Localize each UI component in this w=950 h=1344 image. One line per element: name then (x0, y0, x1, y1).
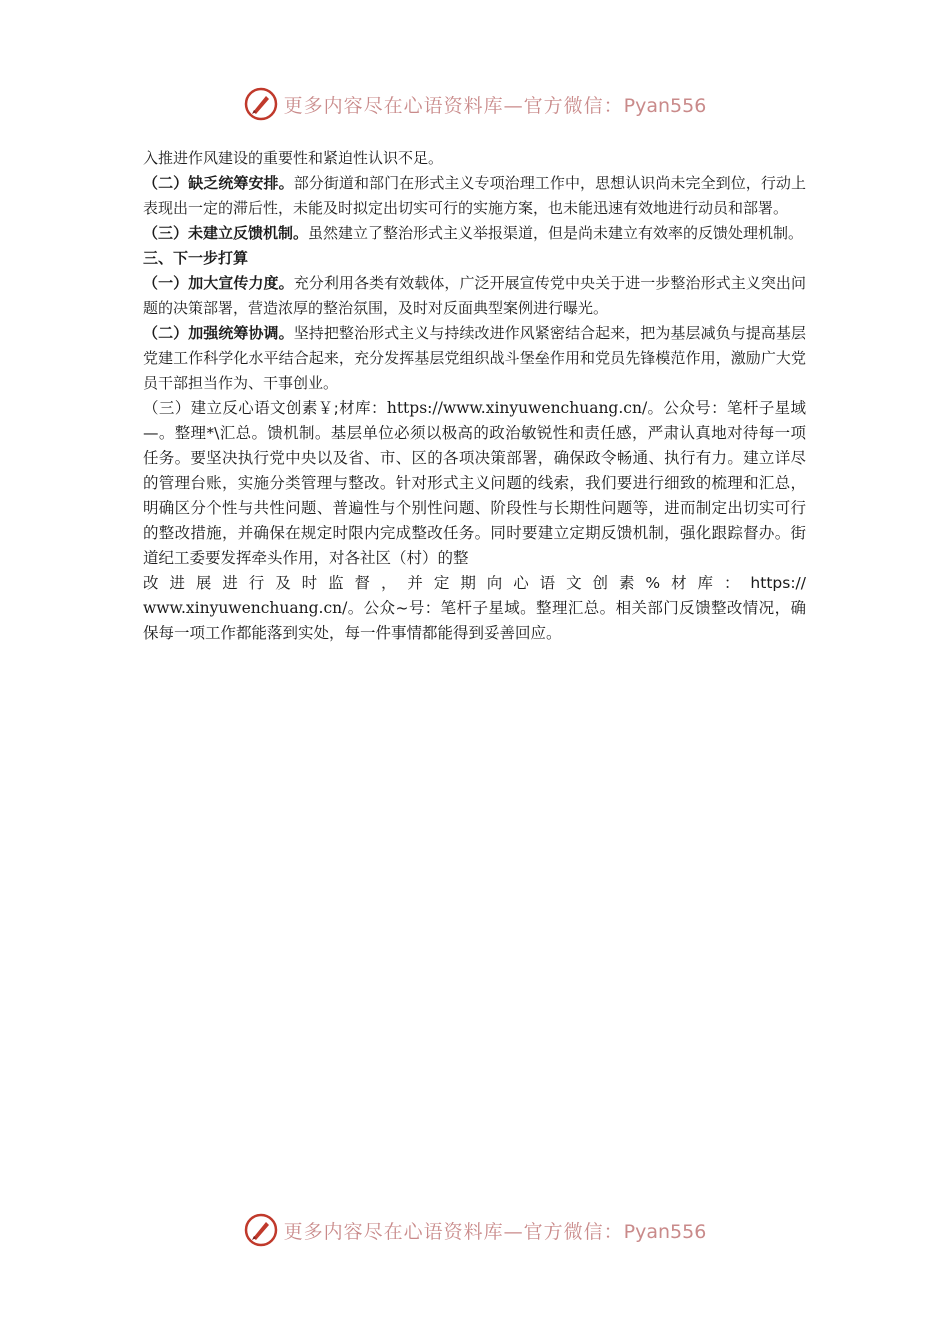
paragraph-feedback: （三）建立反心语文创素￥;材库：https://www.xinyuwenchuang.cn/。公众号：笔杆子星域—。整理*\汇总。馈机制。基层单位必须以极高的政治敏锐性和责任感，严肃认真地对待每一项任务。要坚决执行党中央以及省、市、区的各项决策部署，确保政令畅通、执行有力。建立详尽的管理台账，实施分类管理与整改。针对形式主义问题的线索，我们要进行细致的梳理和汇总，明确区分个性与共性问题、普遍性与个别性问题、阶段性与长期性问题等，进而制定出切实可行的整改措施，并确保在规定时限内完成整改任务。同时要建立定期反馈机制，强化跟踪督办。街道纪工委要发挥牵头作用，对各社区（村）的整 (143, 399, 806, 567)
header-watermark-banner (0, 84, 950, 124)
paragraph-feedback-end: www.xinyuwenchuang.cn/。公众~号：笔杆子星域。整理汇总。相关部门反馈整改情况，确保每一项工作都能落到实处，每一件事情都能得到妥善回应。 (143, 599, 806, 642)
quill-logo-icon (244, 87, 278, 121)
paragraph-coordination: （二）加强统筹协调。坚持把整治形式主义与持续改进作风紧密结合起来，把为基层减负与提高基层党建工作科学化水平结合起来，充分发挥基层党组织战斗堡垒作用和党员先锋模范作用，激励广大党员干部担当作为、干事创业。 (143, 324, 806, 392)
paragraph-heading: （二）缺乏统筹安排。 (143, 174, 294, 192)
paragraph-heading: （二）加强统筹协调。 (143, 324, 294, 342)
link-text: www.xinyuwenchuang.cn/ (143, 599, 348, 617)
paragraph-heading: （三）未建立反馈机制。 (143, 224, 309, 242)
paragraph-feedback-spread-line: 改进展进行及时监督，并定期向心语文创素%材库：https:// (143, 574, 806, 592)
link-text: https://www.xinyuwenchuang.cn/ (386, 399, 648, 417)
paragraph-heading: （一）加大宣传力度。 (143, 274, 294, 292)
paragraph-continuation: 入推进作风建设的重要性和紧迫性认识不足。 (143, 149, 444, 167)
wechat-id: Pyan556 (623, 1220, 707, 1243)
footer-watermark-banner (0, 1210, 950, 1250)
watermark-text: 更多内容尽在心语资料库—官方微信：Pyan556 (283, 94, 707, 117)
document-body (143, 146, 806, 646)
watermark-text: 更多内容尽在心语资料库—官方微信：Pyan556 (283, 1220, 707, 1243)
wechat-id: Pyan556 (623, 94, 707, 117)
paragraph-lack-of-coordination: （二）缺乏统筹安排。部分街道和部门在形式主义专项治理工作中，思想认识尚未完全到位，行动上表现出一定的滞后性，未能及时拟定出切实可行的实施方案，也未能迅速有效地进行动员和部署。 (143, 174, 806, 217)
quill-logo-icon (244, 1213, 278, 1247)
section-heading-next-steps: 三、下一步打算 (143, 249, 249, 267)
paragraph-publicity: （一）加大宣传力度。充分利用各类有效载体，广泛开展宣传党中央关于进一步整治形式主义突出问题的决策部署，营造浓厚的整治氛围，及时对反面典型案例进行曝光。 (143, 274, 806, 317)
paragraph-no-feedback-mechanism: （三）未建立反馈机制。虽然建立了整治形式主义举报渠道，但是尚未建立有效率的反馈处理机制。 (143, 224, 804, 242)
